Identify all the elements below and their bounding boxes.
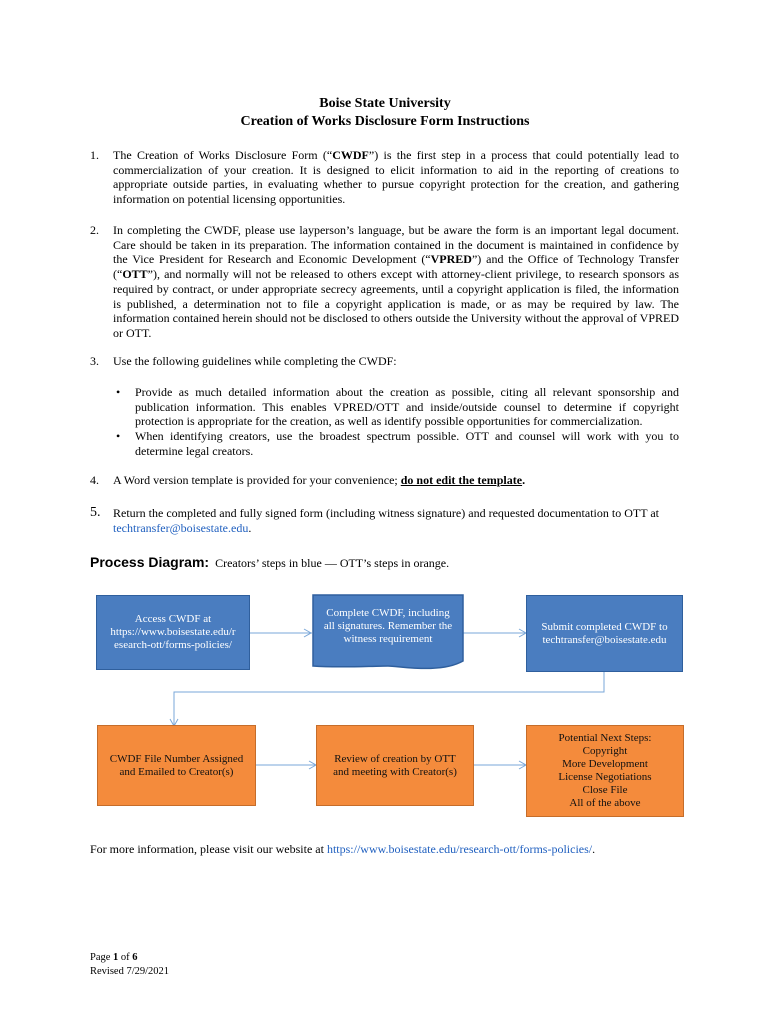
text-segment: The Creation of Works Disclosure Form (“ [113,148,333,162]
page-number: Page 1 of 6 [90,952,138,963]
text-segment: ”), and normally will not be released to others except with attorney-client privilege, to research sponsors as required by contract, or under appropriate secrecy agreements, until a copyright application is filed, the information is published, a determination not to file a copyright application is made, or as may be required by law. The information contained herein should not be disclosed to others outside the University without the approval of VPRED or OTT. [113,267,679,340]
step-review-creation [316,725,474,806]
website-link[interactable]: https://www.boisestate.edu/research-ott/forms-policies/ [326,842,593,856]
step-label: Potential Next Steps: Copyright More Development License Negotiations Close File All of the above [558,732,652,809]
item-number: 3. [90,354,99,368]
item-number: 5. [90,505,101,520]
email-link[interactable]: techtransfer@boisestate.edu [113,520,249,535]
step-label: CWDF File Number Assigned and Emailed to Creator(s) [109,752,244,778]
item-number: 1. [90,148,99,162]
bullet-icon: • [116,429,121,443]
text-segment: A Word version template is provided for your convenience; [113,473,401,487]
bold-term: CWDF [332,148,369,162]
step-label: Complete CWDF, including all signatures. Remember the witness requirement [323,606,453,645]
emphasis-text: do not edit the template [400,473,523,487]
step-file-number-assigned [97,725,256,806]
more-info-period: . [592,842,596,856]
bold-term: . [522,473,526,487]
more-info [90,842,595,857]
step-complete-cwdf [313,595,463,657]
step-label: Review of creation by OTT and meeting with Creator(s) [333,752,457,778]
revised-date: Revised 7/29/2021 [90,966,170,977]
text-segment: In completing the CWDF, please use layperson’s language, but be aware the form is an important legal document. Care should be taken in its preparation. The information contained in the document is maintained in confidence by the Vice President for Research and Economic Development (“ [113,223,679,267]
item-number: 4. [90,473,99,487]
step-label: Submit completed CWDF to techtransfer@boisestate.edu [541,620,668,646]
step-submit-cwdf [526,595,683,672]
text-segment: Return the completed and fully signed form (including witness signature) and requested documentation to OTT at [113,506,659,520]
more-info-text: For more information, please visit our website at [90,842,327,856]
step-potential-next-steps [526,725,684,817]
step-access-cwdf [96,595,250,670]
item-number: 2. [90,223,99,237]
text-segment: ”) and the Office of Technology Transfer (“ [113,252,679,282]
document-university: Boise State University [319,96,451,111]
text-segment: Use the following guidelines while completing the CWDF: [113,354,397,368]
bold-term: OTT [122,267,148,282]
process-diagram-subtitle: Creators’ steps in blue — OTT’s steps in orange. [215,556,450,570]
guideline-bullet-2: When identifying creators, use the broadest spectrum possible. OTT and counsel will work with you to determine legal creators. [135,429,679,458]
document-title: Creation of Works Disclosure Form Instructions [240,114,530,129]
step-label: Access CWDF at https://www.boisestate.edu/r esearch-ott/forms-policies/ [110,613,236,651]
guideline-bullet-1: Provide as much detailed information about the creation as possible, citing all relevant sponsorship and publication information. This enables VPRED/OTT and inside/outside counsel to determine if copyright protection is appropriate for the creation, as well as identify possible opportunities for commercialization. [135,385,679,429]
text-segment: ”) is the first step in a process that could potentially lead to commercialization of your creation. It is designed to elicit information to aid in the reporting of creations to appropriate outside parties, in evaluating whether to pursue copyright protection for the creation, and gathering information on potential licensing opportunities. [113,148,679,207]
text-segment: . [248,520,252,535]
bold-term: VPRED [430,252,472,267]
bullet-icon: • [116,385,121,399]
process-diagram-title: Process Diagram: [90,554,210,570]
connector-line [174,672,604,725]
